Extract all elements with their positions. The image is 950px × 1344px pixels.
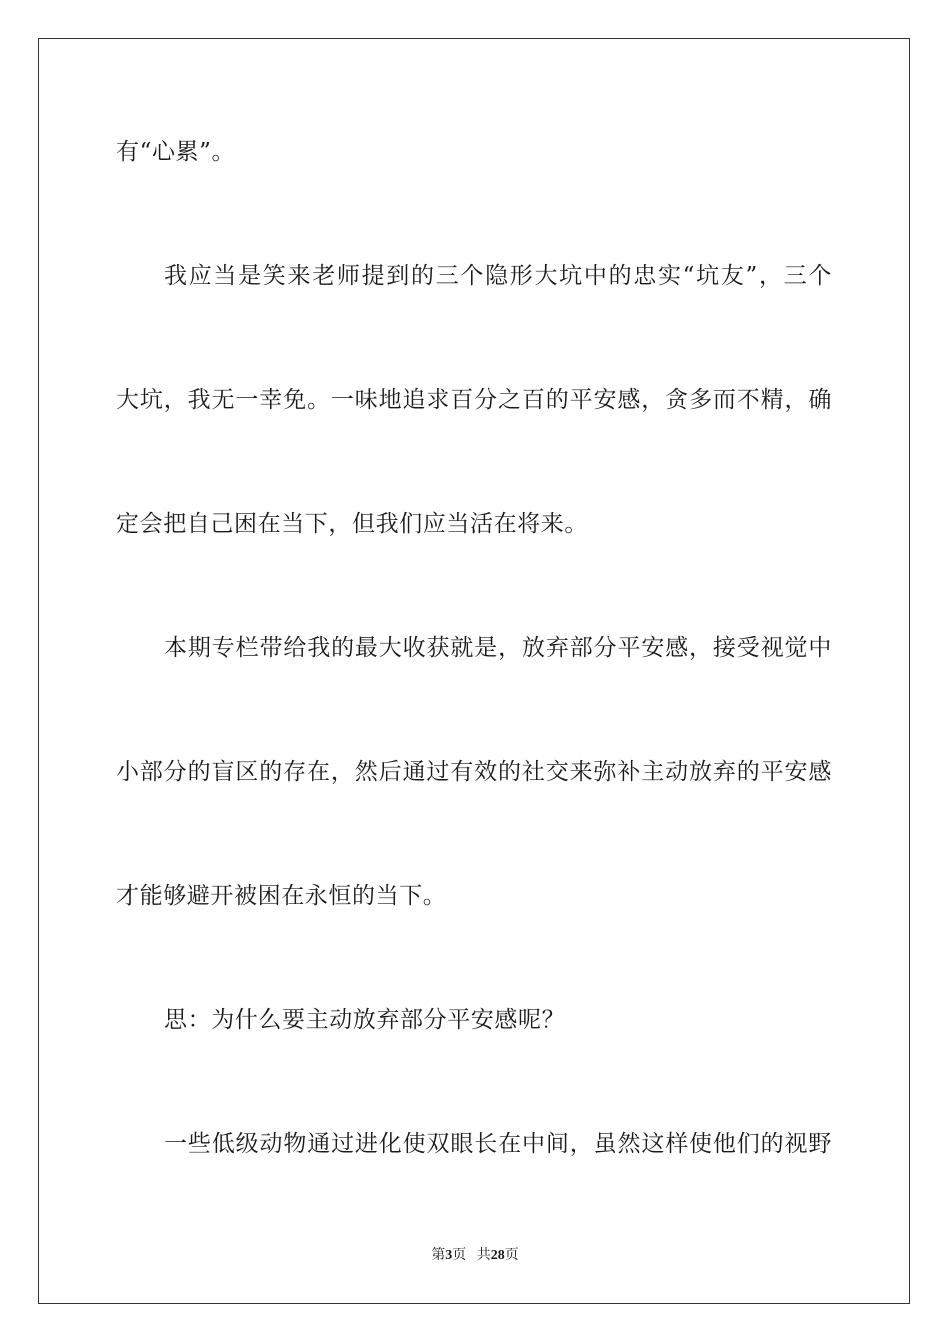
text-line-3: 大坑，我无一幸免。一味地追求百分之百的平安感，贪多而不精，确 xyxy=(116,387,832,413)
text-line-8: 思：为什么要主动放弃部分平安感呢？ xyxy=(164,1007,566,1033)
page-prefix: 第 xyxy=(431,1248,446,1263)
page-suffix: 页 xyxy=(452,1248,467,1263)
total-suffix: 页 xyxy=(504,1248,519,1263)
text-line-5: 本期专栏带给我的最大收获就是，放弃部分平安感，接受视觉中 xyxy=(164,635,832,661)
text-line-4: 定会把自己困在当下，但我们应当活在将来。 xyxy=(116,511,588,537)
text-line-2: 我应当是笑来老师提到的三个隐形大坑中的忠实“坑友”，三个 xyxy=(164,263,832,289)
text-line-1: 有“心累”。 xyxy=(116,139,236,165)
page-footer xyxy=(0,1246,950,1266)
total-pages: 28 xyxy=(490,1248,505,1263)
page-number: 3 xyxy=(445,1248,453,1263)
page-border xyxy=(38,38,910,1304)
text-line-9: 一些低级动物通过进化使双眼长在中间，虽然这样使他们的视野 xyxy=(164,1131,832,1157)
text-line-7: 才能够避开被困在永恒的当下。 xyxy=(116,883,447,909)
text-line-6: 小部分的盲区的存在，然后通过有效的社交来弥补主动放弃的平安感 xyxy=(116,759,832,785)
total-prefix: 共 xyxy=(476,1248,491,1263)
